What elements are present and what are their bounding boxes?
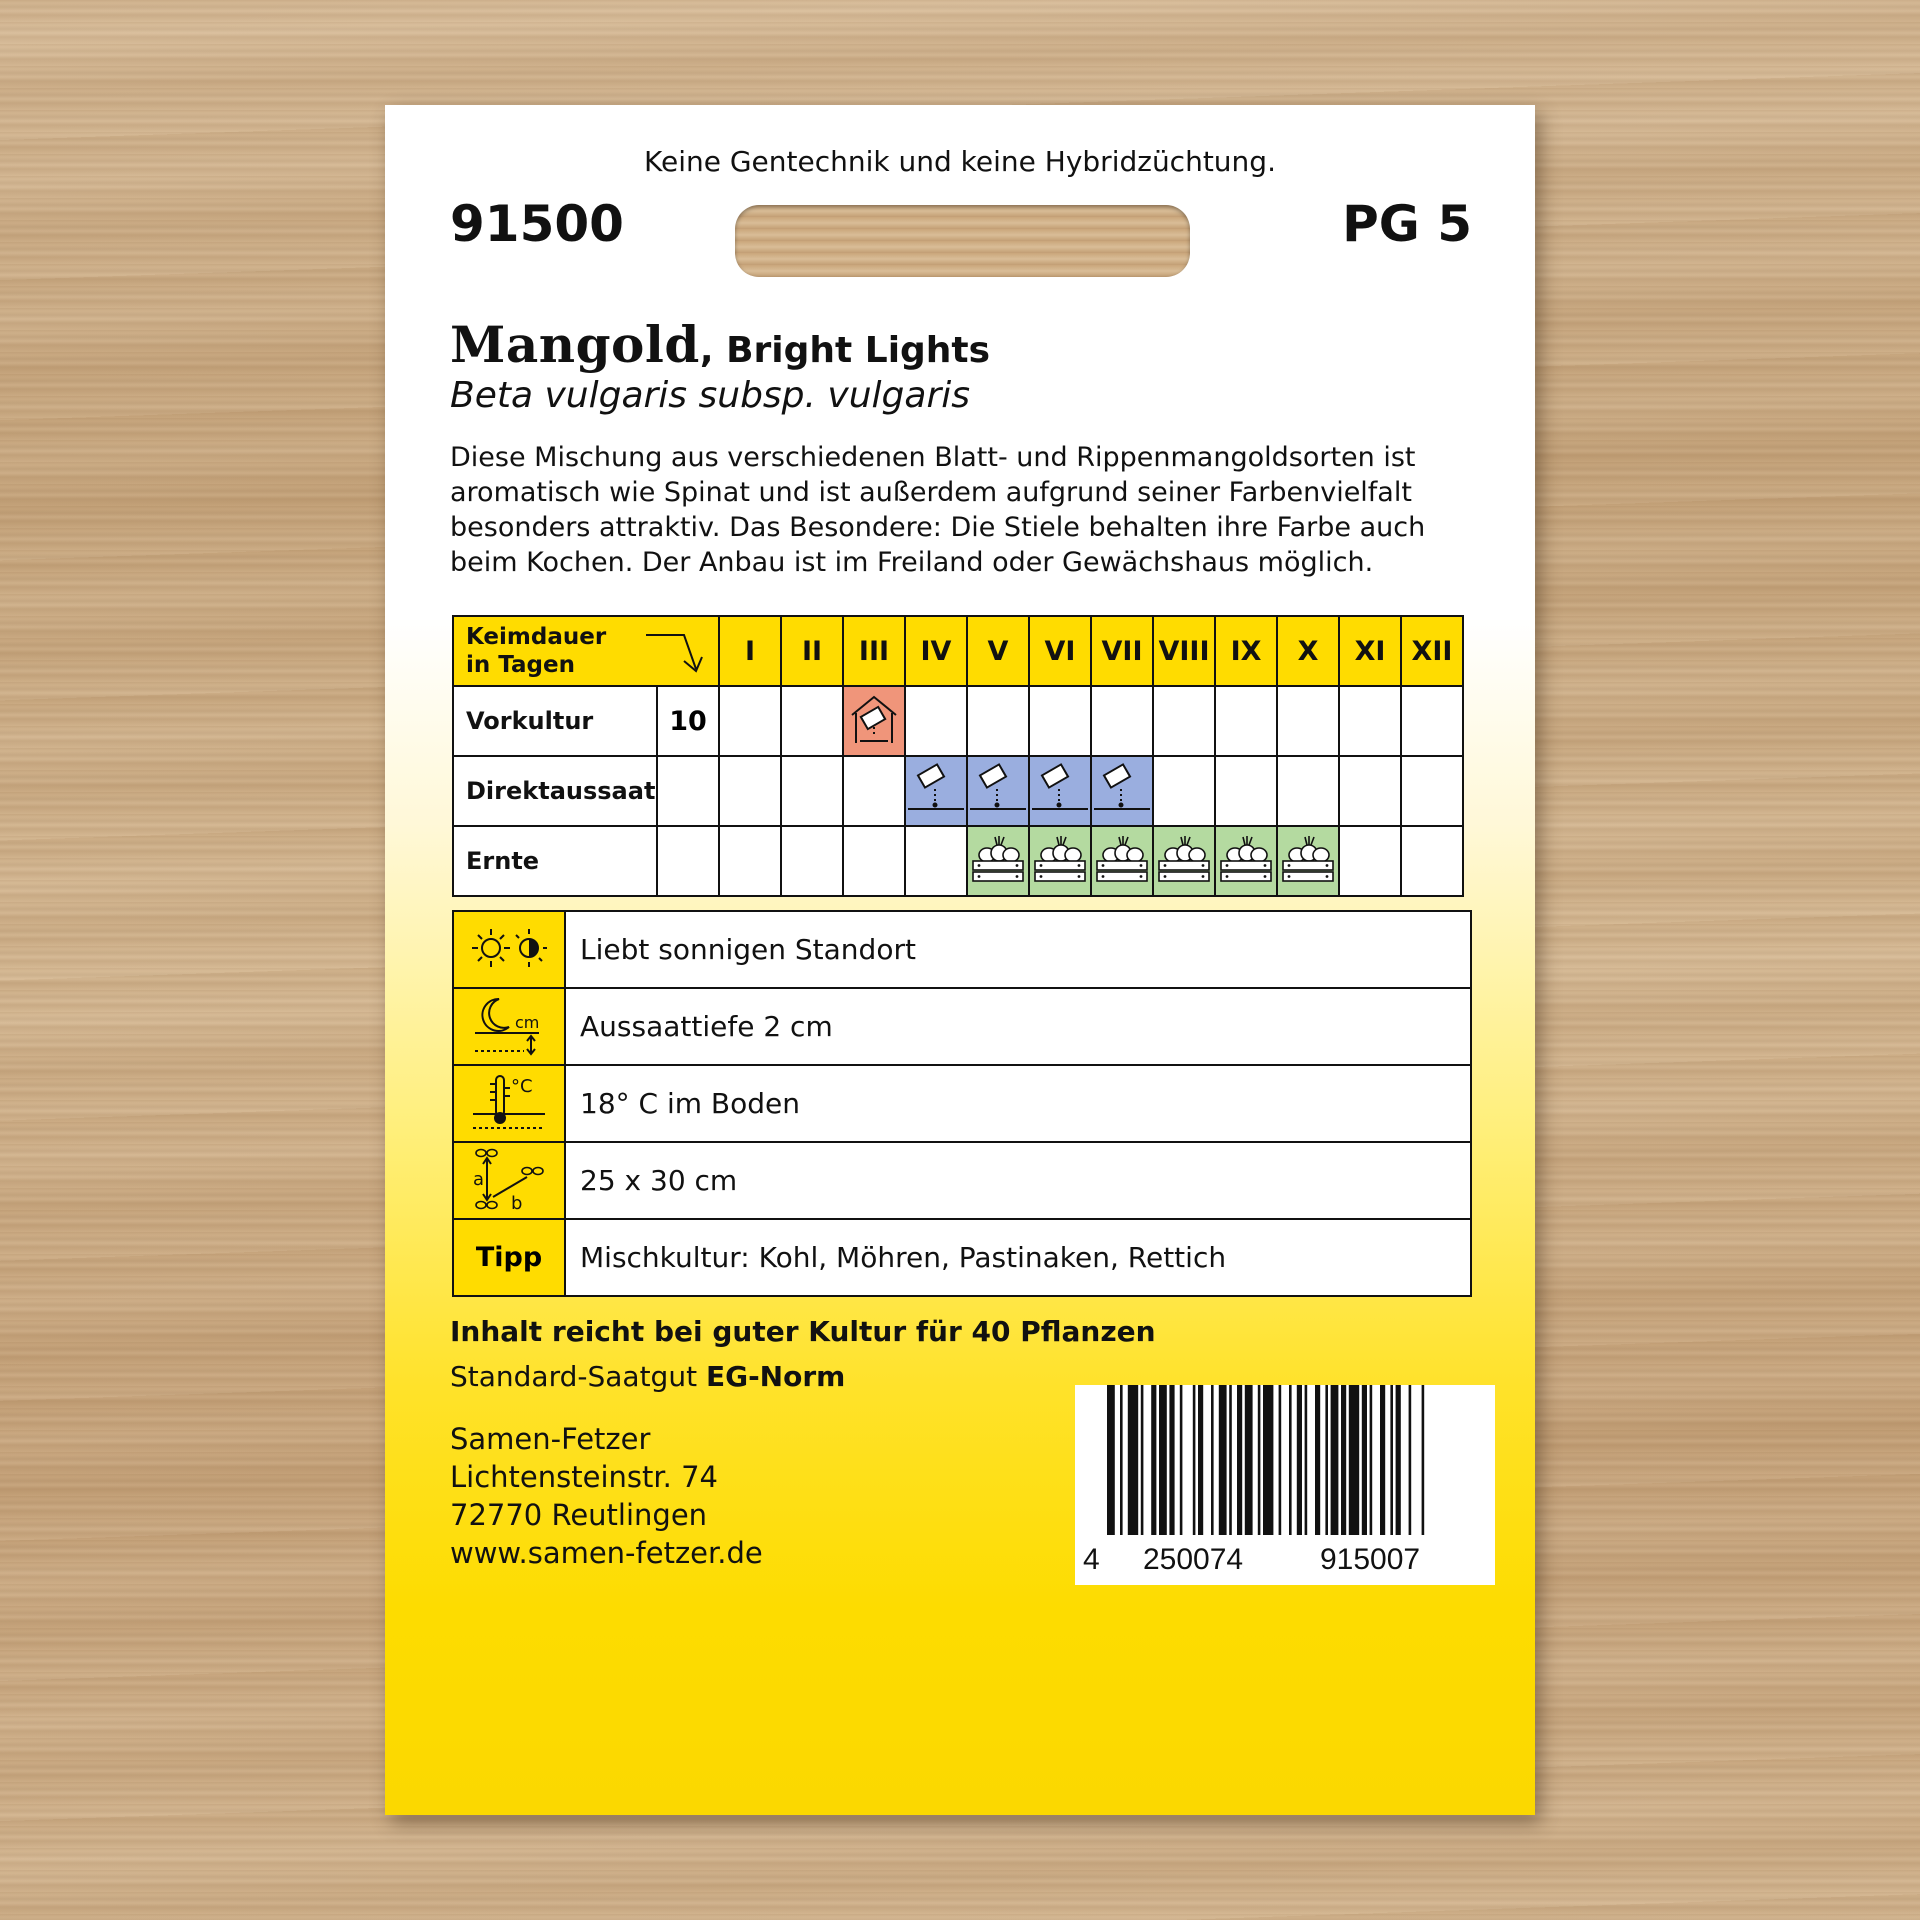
calendar-row-vorkultur — [453, 686, 1463, 756]
calendar-row-direktaussaat — [453, 756, 1463, 826]
harvest-crate-icon — [1155, 872, 1213, 891]
month-cell — [1153, 756, 1215, 826]
calendar-row-ernte — [453, 826, 1463, 896]
barcode-bar — [1198, 1385, 1203, 1535]
barcode-bar — [1341, 1385, 1346, 1535]
month-cell — [1277, 756, 1339, 826]
barcode-bar — [1370, 1385, 1373, 1535]
sowing-seed-icon — [1094, 802, 1150, 821]
month-cell — [719, 686, 781, 756]
month-cell — [1029, 826, 1091, 896]
month-cell — [1277, 686, 1339, 756]
content-amount: Inhalt reicht bei guter Kultur für 40 Pflanzen — [450, 1315, 1156, 1348]
sowing-seed-icon — [908, 802, 964, 821]
seed-standard — [450, 1360, 845, 1393]
depth-unit-label: cm — [515, 1012, 540, 1032]
info-row-temperature — [453, 1065, 1471, 1142]
barcode-bar — [1380, 1385, 1385, 1535]
month-header: VIII — [1153, 616, 1215, 686]
month-cell — [781, 686, 843, 756]
tip-label: Tipp — [453, 1219, 565, 1296]
month-cell — [719, 756, 781, 826]
barcode-bar — [1390, 1385, 1393, 1535]
month-cell — [1215, 826, 1277, 896]
month-cell — [967, 686, 1029, 756]
month-cell — [843, 686, 905, 756]
month-cell — [1029, 756, 1091, 826]
month-header: I — [719, 616, 781, 686]
month-cell — [1215, 686, 1277, 756]
barcode-bar — [1349, 1385, 1359, 1535]
sowing-depth: Aussaattiefe 2 cm — [565, 988, 1471, 1065]
row-label: Ernte — [453, 826, 657, 896]
germination-days — [657, 756, 719, 826]
sun-requirement: Liebt sonnigen Standort — [565, 911, 1471, 988]
down-arrow-icon — [644, 631, 704, 675]
barcode-bar — [1245, 1385, 1253, 1535]
barcode-bar — [1180, 1385, 1183, 1535]
month-cell — [843, 826, 905, 896]
barcode-bar — [1193, 1385, 1196, 1535]
germination-header — [453, 616, 719, 686]
barcode-bar — [1151, 1385, 1156, 1535]
month-cell — [1401, 826, 1463, 896]
seed-packet — [385, 105, 1535, 1815]
barcode-bar — [1422, 1385, 1425, 1535]
month-cell — [1091, 756, 1153, 826]
barcode-bar — [1219, 1385, 1227, 1535]
month-cell — [1401, 686, 1463, 756]
barcode-bar — [1362, 1385, 1367, 1535]
month-cell — [843, 756, 905, 826]
info-row-sun — [453, 911, 1471, 988]
month-header: V — [967, 616, 1029, 686]
month-header: IX — [1215, 616, 1277, 686]
info-row-tip — [453, 1219, 1471, 1296]
sowing-calendar — [452, 615, 1464, 897]
soil-temperature: 18° C im Boden — [565, 1065, 1471, 1142]
month-header: VII — [1091, 616, 1153, 686]
month-cell — [1339, 826, 1401, 896]
barcode-bar — [1315, 1385, 1320, 1535]
company-street: Lichtensteinstr. 74 — [450, 1460, 718, 1494]
harvest-crate-icon — [1279, 872, 1337, 891]
harvest-crate-icon — [1031, 872, 1089, 891]
harvest-crate-icon — [1093, 872, 1151, 891]
month-header: XI — [1339, 616, 1401, 686]
harvest-crate-icon — [1217, 872, 1275, 891]
barcode-bar — [1169, 1385, 1174, 1535]
month-header: IV — [905, 616, 967, 686]
month-header: VI — [1029, 616, 1091, 686]
barcode-digits-left: 250074 — [1143, 1543, 1244, 1576]
barcode-bar — [1279, 1385, 1282, 1535]
barcode-bar — [1128, 1385, 1138, 1535]
month-cell — [1339, 686, 1401, 756]
temp-unit-label: °C — [511, 1075, 533, 1097]
month-cell — [781, 826, 843, 896]
month-cell — [905, 826, 967, 896]
month-cell — [905, 686, 967, 756]
germination-days: 10 — [657, 686, 719, 756]
plant-spacing: 25 x 30 cm — [565, 1142, 1471, 1219]
barcode-bar — [1289, 1385, 1292, 1535]
month-cell — [967, 826, 1029, 896]
company-address — [450, 1420, 763, 1572]
spacing-a-label: a — [473, 1168, 485, 1190]
month-cell — [719, 826, 781, 896]
seed-standard-norm: EG-Norm — [705, 1360, 846, 1393]
germination-days — [657, 826, 719, 896]
month-cell — [1153, 686, 1215, 756]
barcode-bar — [1396, 1385, 1401, 1535]
greenhouse-seed-icon — [846, 732, 902, 751]
month-cell — [1401, 756, 1463, 826]
barcode-bar — [1258, 1385, 1261, 1535]
barcode-bar — [1409, 1385, 1412, 1535]
month-header: XII — [1401, 616, 1463, 686]
month-cell — [781, 756, 843, 826]
calendar-header-row — [453, 616, 1463, 686]
barcode-bar — [1297, 1385, 1302, 1535]
month-header: II — [781, 616, 843, 686]
hanger-slot — [735, 205, 1190, 277]
growing-info-table — [452, 910, 1472, 1297]
company-website[interactable]: www.samen-fetzer.de — [450, 1536, 763, 1570]
plant-spacing-icon — [469, 1145, 549, 1213]
barcode-bar — [1159, 1385, 1167, 1535]
month-header: X — [1277, 616, 1339, 686]
barcode-bar — [1263, 1385, 1273, 1535]
barcode-bar — [1229, 1385, 1232, 1535]
product-name: Mangold — [450, 315, 700, 374]
company-city: 72770 Reutlingen — [450, 1498, 708, 1532]
barcode-bar — [1331, 1385, 1339, 1535]
month-header: III — [843, 616, 905, 686]
seed-standard-prefix: Standard-Saatgut — [450, 1360, 706, 1393]
gmo-free-note: Keine Gentechnik und keine Hybridzüchtung. — [644, 145, 1276, 178]
barcode-bar — [1141, 1385, 1144, 1535]
product-description: Diese Mischung aus verschiedenen Blatt- und Rippenmangoldsorten ist aromatisch wie Spinat und ist außerdem aufgrund seiner Farbenvielfalt besonders attraktiv. Das Besondere: Die Stiele behalten ihre Farbe auch beim Kochen. Der Anbau ist im Freiland oder Gewächshaus möglich. — [450, 442, 1426, 578]
barcode-digits-right: 915007 — [1320, 1543, 1421, 1576]
barcode-bar — [1120, 1385, 1123, 1535]
sowing-depth-icon — [469, 993, 549, 1057]
info-row-depth — [453, 988, 1471, 1065]
germination-label-line1: Keimdauer — [466, 624, 607, 650]
row-label: Vorkultur — [453, 686, 657, 756]
sowing-seed-icon — [1032, 802, 1088, 821]
month-cell — [1029, 686, 1091, 756]
product-variety: , Bright Lights — [699, 330, 991, 371]
price-group: PG 5 — [1342, 195, 1472, 253]
month-cell — [1215, 756, 1277, 826]
latin-name: Beta vulgaris subsp. vulgaris — [450, 375, 971, 416]
barcode-bar — [1107, 1385, 1115, 1535]
germination-label-line2: in Tagen — [466, 652, 575, 678]
month-cell — [905, 756, 967, 826]
month-cell — [1153, 826, 1215, 896]
article-number: 91500 — [450, 195, 624, 253]
month-cell — [1339, 756, 1401, 826]
soil-temperature-icon — [469, 1070, 549, 1134]
month-cell — [1277, 826, 1339, 896]
barcode-digit-first: 4 — [1083, 1543, 1100, 1576]
barcode-bar — [1211, 1385, 1214, 1535]
product-title — [450, 315, 990, 374]
barcode — [1075, 1385, 1495, 1585]
barcode-bar — [1237, 1385, 1242, 1535]
barcode-bars — [1075, 1385, 1495, 1545]
sun-halfshade-icon — [469, 923, 549, 973]
harvest-crate-icon — [969, 872, 1027, 891]
barcode-bar — [1325, 1385, 1328, 1535]
row-label: Direktaussaat — [453, 756, 657, 826]
spacing-b-label: b — [511, 1192, 523, 1213]
companion-planting-tip: Mischkultur: Kohl, Möhren, Pastinaken, Rettich — [565, 1219, 1471, 1296]
sowing-seed-icon — [970, 802, 1026, 821]
month-cell — [967, 756, 1029, 826]
month-cell — [1091, 686, 1153, 756]
month-cell — [1091, 826, 1153, 896]
company-name: Samen-Fetzer — [450, 1422, 651, 1456]
info-row-spacing — [453, 1142, 1471, 1219]
barcode-bar — [1305, 1385, 1308, 1535]
